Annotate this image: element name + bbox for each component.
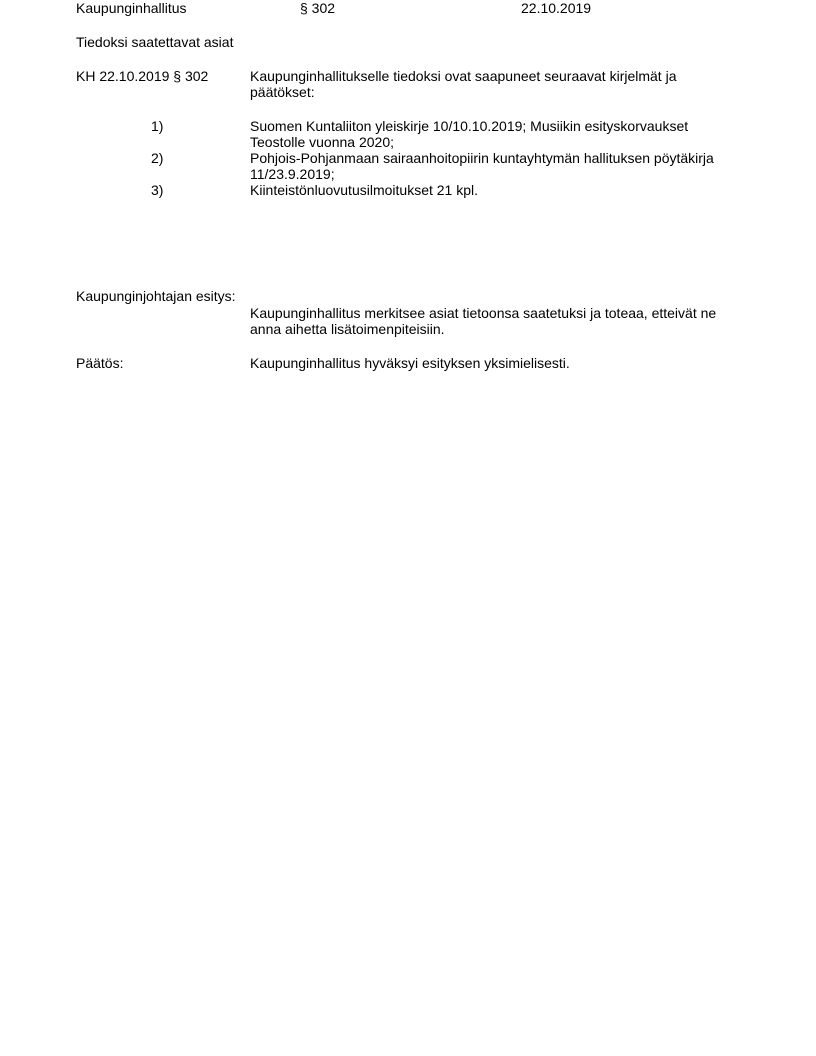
list-item [0, 118, 816, 150]
item-number: 1) [151, 118, 164, 134]
list-item [0, 150, 816, 182]
decision-label: Päätös: [76, 355, 124, 371]
decision-text: Kaupunginhallitus hyväksyi esityksen yksimielisesti. [250, 355, 570, 371]
items-list [0, 118, 816, 198]
intro-text: Kaupunginhallitukselle tiedoksi ovat saapuneet seuraavat kirjelmät ja päätökset: [250, 68, 677, 100]
header-section-number: § 302 [300, 0, 336, 16]
proposal-text: Kaupunginhallitus merkitsee asiat tietoonsa saatetuksi ja toteaa, etteivät ne anna aihetta lisätoimenpiteisiin. [250, 305, 717, 337]
item-text: Suomen Kuntaliiton yleiskirje 10/10.10.2019; Musiikin esityskorvaukset Teostolle vuonna 2020; [250, 118, 689, 150]
header-organization: Kaupunginhallitus [76, 0, 187, 16]
item-text: Kiinteistönluovutusilmoitukset 21 kpl. [250, 182, 479, 198]
meeting-reference: KH 22.10.2019 § 302 [76, 68, 209, 84]
header-date: 22.10.2019 [521, 0, 592, 16]
list-item [0, 182, 816, 198]
item-text: Pohjois-Pohjanmaan sairaanhoitopiirin kuntayhtymän hallituksen pöytäkirja 11/23.9.2019; [250, 150, 714, 182]
document-subject: Tiedoksi saatettavat asiat [76, 34, 234, 50]
proposal-label: Kaupunginjohtajan esitys: [76, 288, 236, 304]
item-number: 3) [151, 182, 164, 198]
item-number: 2) [151, 150, 164, 166]
